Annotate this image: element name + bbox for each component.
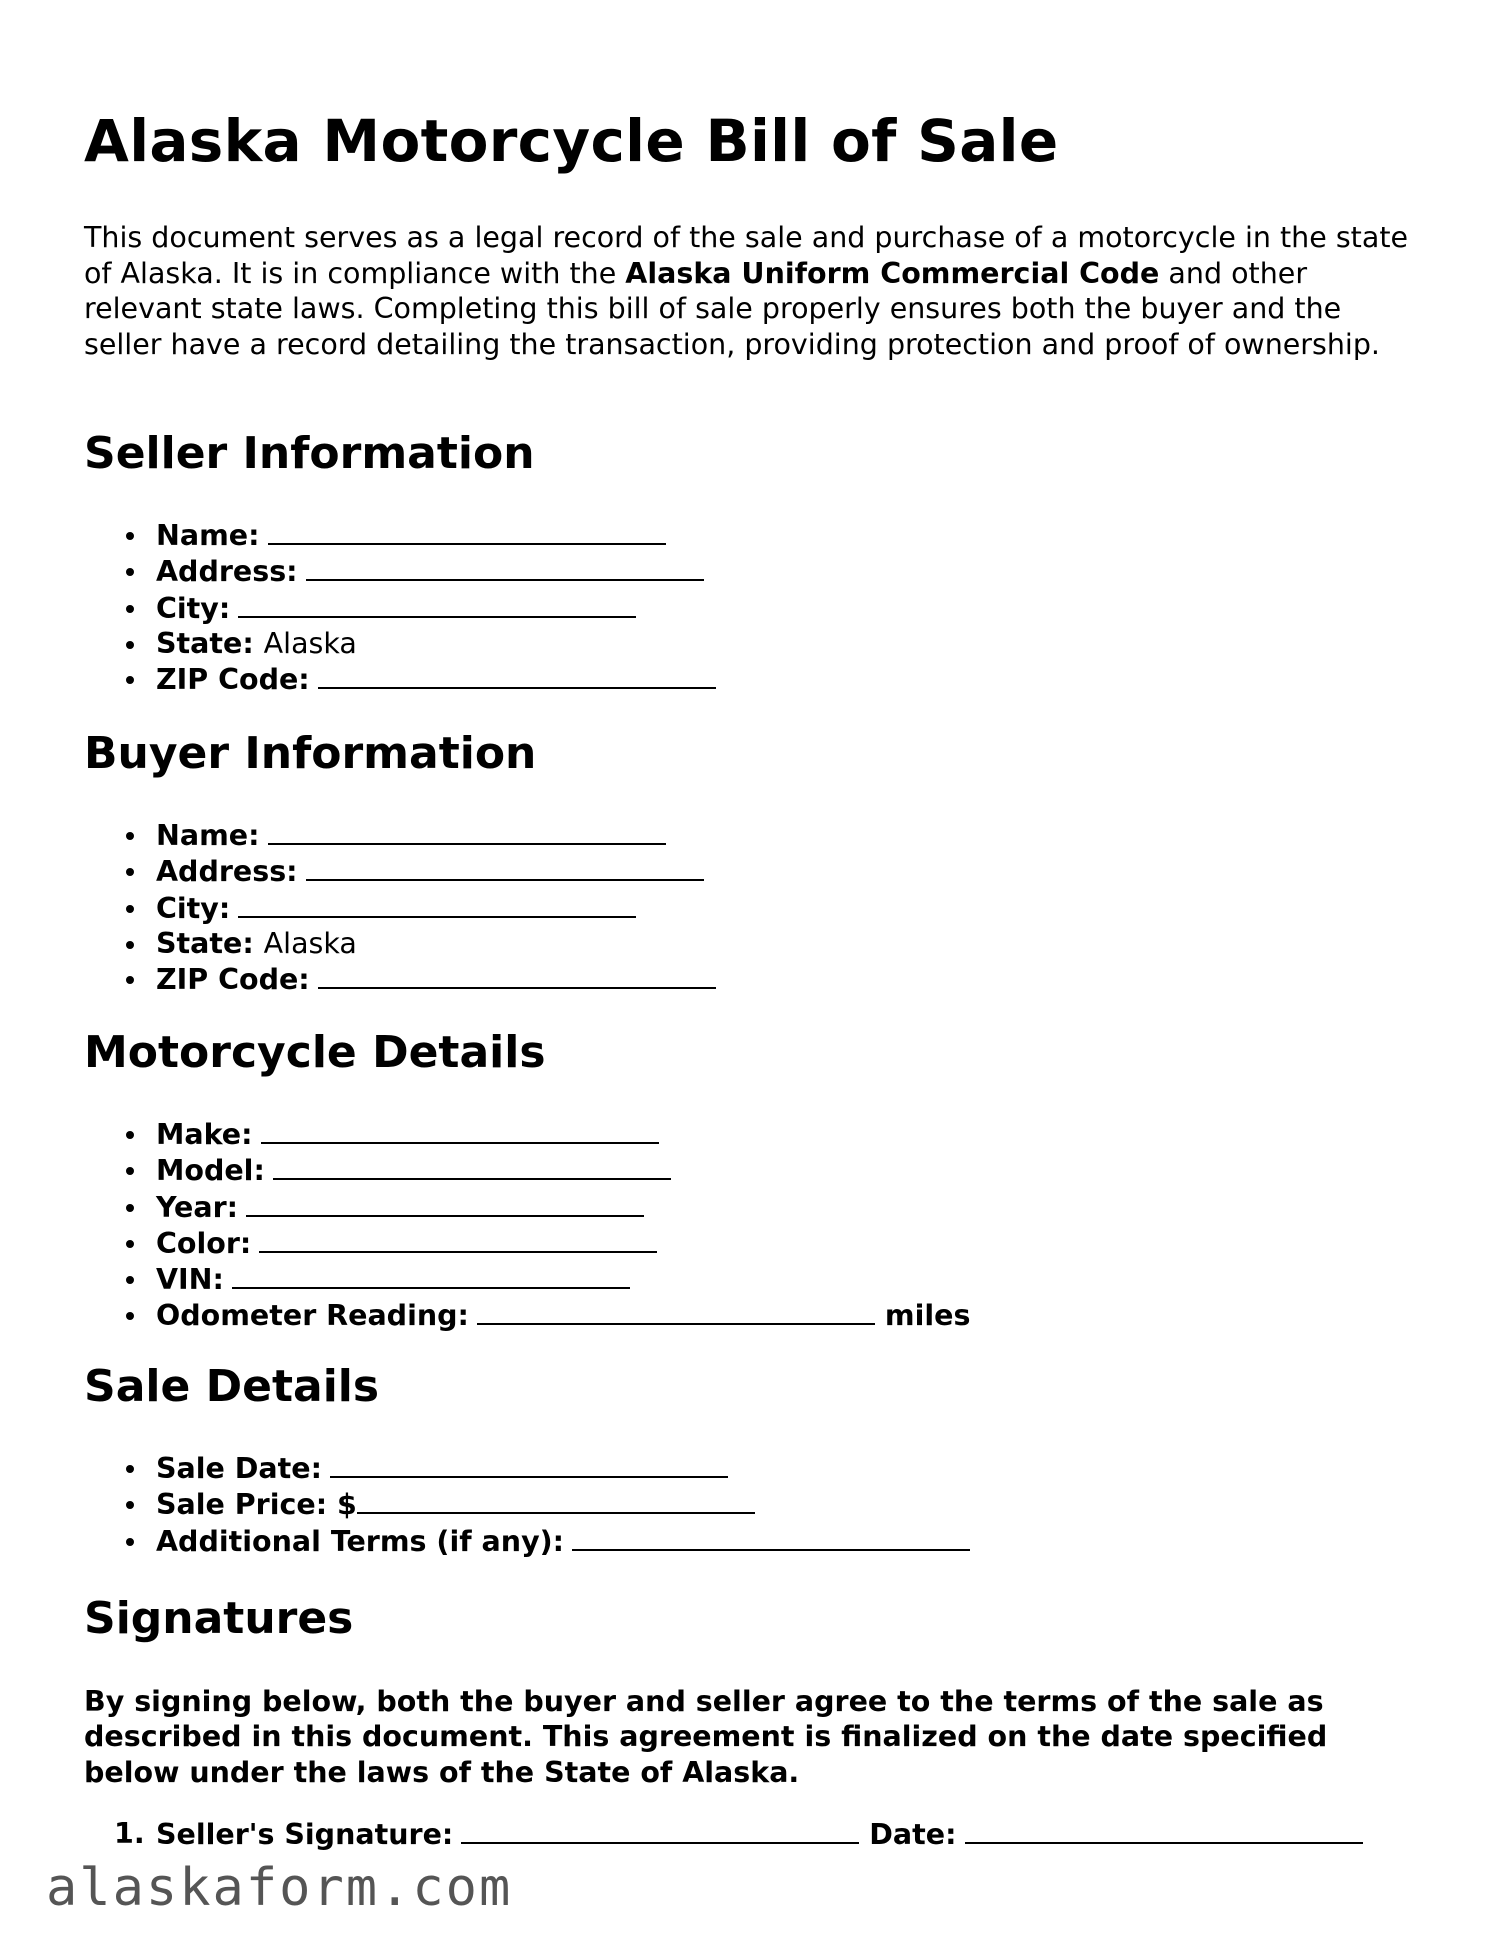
vin-label: VIN: xyxy=(156,1263,224,1297)
vin-row xyxy=(84,1261,970,1297)
seller-heading: Seller Information xyxy=(84,428,535,479)
additional-terms-row xyxy=(84,1523,970,1559)
buyer-state-value: Alaska xyxy=(263,926,357,960)
buyer-zip-field[interactable] xyxy=(318,961,716,989)
sale-date-label: Sale Date: xyxy=(156,1452,323,1485)
year-label: Year: xyxy=(156,1190,239,1224)
buyer-address-field[interactable] xyxy=(306,853,704,881)
seller-signature-date-label: Date: xyxy=(869,1818,957,1851)
odometer-field[interactable] xyxy=(477,1297,875,1325)
signature-number: 1. xyxy=(114,1817,145,1850)
sale-date-field[interactable] xyxy=(330,1450,728,1478)
seller-city-field[interactable] xyxy=(238,590,636,618)
intro-text-end: and other relevant state laws. Completing this bill of sale properly ensures both the buyer and the seller have a record detailing the transaction, providing protection and proof of ownership. xyxy=(84,256,1380,361)
seller-state-row xyxy=(84,626,716,661)
buyer-zip-label: ZIP Code: xyxy=(156,963,310,997)
seller-signature-field[interactable] xyxy=(461,1816,859,1844)
model-field[interactable] xyxy=(273,1152,671,1180)
seller-zip-field[interactable] xyxy=(318,661,716,689)
odometer-label: Odometer Reading: xyxy=(156,1299,469,1333)
buyer-state-label: State: xyxy=(156,926,254,960)
buyer-city-field[interactable] xyxy=(238,890,636,918)
buyer-name-label: Name: xyxy=(156,819,260,852)
seller-state-label: State: xyxy=(156,626,254,660)
model-row xyxy=(84,1152,970,1188)
seller-signature-date-field[interactable] xyxy=(965,1816,1363,1844)
agreement-text: By signing below, both the buyer and seller agree to the terms of the sale as described in this document. This agreement is finalized on the date specified below under the laws of the State of Alaska. xyxy=(84,1685,1328,1789)
seller-name-field[interactable] xyxy=(268,517,666,545)
seller-city-label: City: xyxy=(156,591,231,625)
sale-price-label: Sale Price: $ xyxy=(156,1488,357,1522)
signature-list xyxy=(84,1816,1363,1852)
watermark: alaskaform.com xyxy=(46,1858,513,1918)
seller-signature-label: Seller's Signature: xyxy=(156,1818,454,1851)
buyer-address-label: Address: xyxy=(156,855,298,889)
document-page xyxy=(84,0,1424,1851)
seller-address-field[interactable] xyxy=(306,553,704,581)
page-title: Alaska Motorcycle Bill of Sale xyxy=(84,107,1059,175)
motorcycle-heading: Motorcycle Details xyxy=(84,1027,546,1078)
buyer-fields xyxy=(84,817,716,997)
color-field[interactable] xyxy=(259,1225,657,1253)
color-label: Color: xyxy=(156,1226,252,1260)
seller-zip-label: ZIP Code: xyxy=(156,663,310,697)
seller-city-row xyxy=(84,590,716,626)
sale-price-field[interactable] xyxy=(357,1486,755,1514)
odometer-row xyxy=(84,1297,970,1333)
seller-name-row xyxy=(84,517,716,553)
buyer-state-row xyxy=(84,926,716,961)
buyer-name-field[interactable] xyxy=(268,817,666,845)
additional-terms-field[interactable] xyxy=(572,1523,970,1551)
odometer-unit: miles xyxy=(884,1299,971,1333)
additional-terms-label: Additional Terms (if any): xyxy=(156,1524,565,1558)
seller-address-label: Address: xyxy=(156,555,298,589)
make-label: Make: xyxy=(156,1118,253,1151)
make-field[interactable] xyxy=(261,1116,659,1144)
signatures-heading: Signatures xyxy=(84,1593,354,1644)
color-row xyxy=(84,1225,970,1261)
seller-address-row xyxy=(84,553,716,589)
buyer-heading: Buyer Information xyxy=(84,728,537,779)
sale-fields xyxy=(84,1450,970,1559)
intro-bold-code: Alaska Uniform Commercial Code xyxy=(625,256,1160,290)
buyer-address-row xyxy=(84,853,716,889)
model-label: Model: xyxy=(156,1154,265,1188)
buyer-city-row xyxy=(84,890,716,926)
sale-heading: Sale Details xyxy=(84,1361,380,1412)
year-field[interactable] xyxy=(246,1189,644,1217)
vin-field[interactable] xyxy=(232,1261,630,1289)
sale-date-row xyxy=(84,1450,970,1486)
buyer-name-row xyxy=(84,817,716,853)
buyer-zip-row xyxy=(84,961,716,997)
seller-signature-row xyxy=(84,1816,1363,1852)
sale-price-row xyxy=(84,1486,970,1522)
year-row xyxy=(84,1189,970,1225)
buyer-city-label: City: xyxy=(156,891,231,925)
seller-name-label: Name: xyxy=(156,519,260,552)
motorcycle-fields xyxy=(84,1116,970,1334)
intro-paragraph xyxy=(84,220,1424,362)
make-row xyxy=(84,1116,970,1152)
seller-state-value: Alaska xyxy=(263,626,357,660)
seller-zip-row xyxy=(84,661,716,697)
seller-fields xyxy=(84,517,716,697)
intro-text: This document serves as a legal record of the sale and purchase of a motorcycle in the state of Alaska. It is in compliance with the xyxy=(84,221,1409,290)
